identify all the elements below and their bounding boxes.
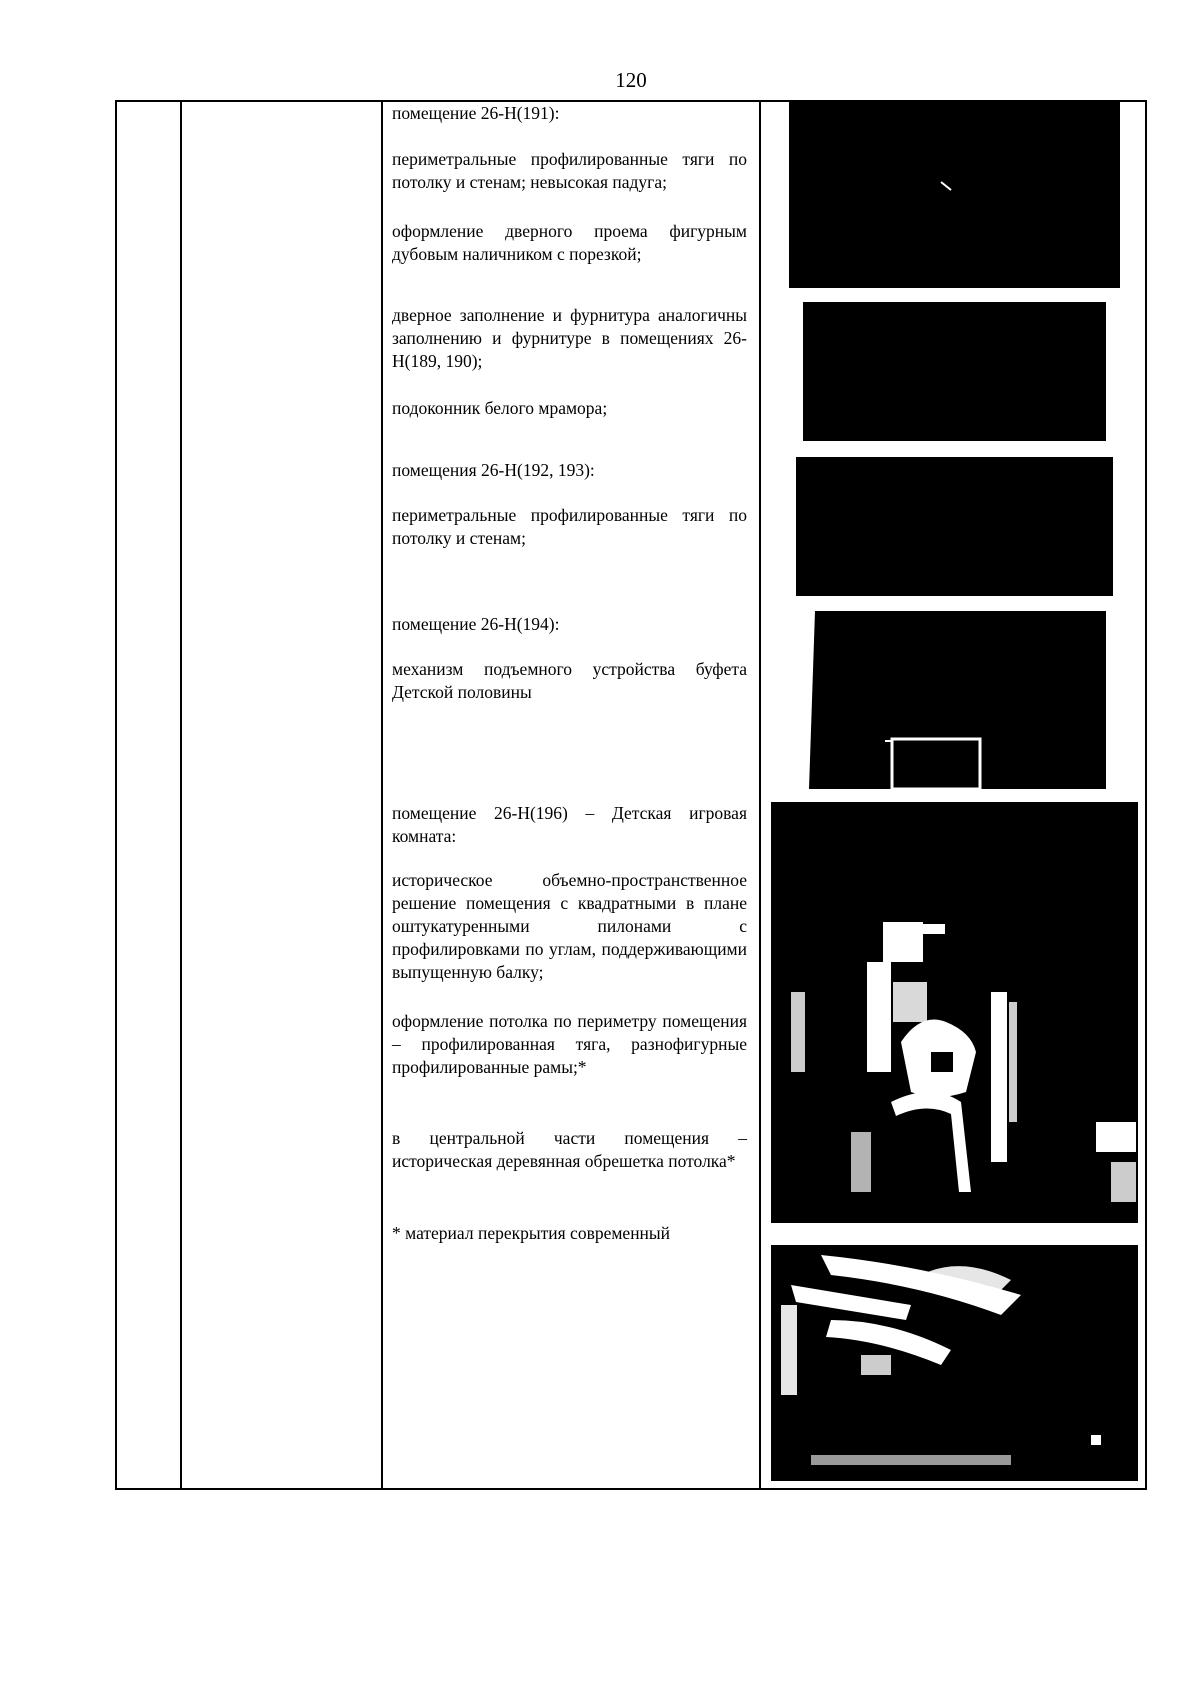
text-block: помещение 26-Н(196) – Детская игровая комната: [392, 803, 747, 846]
text-block: оформление дверного проема фигурным дубовым наличником с порезкой; [392, 221, 747, 264]
text-block: дверное заполнение и фурнитура аналогичны заполнению и фурнитуре в помещениях 26-Н(189, 190); [392, 305, 747, 371]
text-block: * материал перекрытия современный [392, 1223, 671, 1243]
text-block: подоконник белого мрамора; [392, 398, 608, 418]
photo-room-196-ceiling [771, 1245, 1138, 1481]
text-block: помещение 26-Н(191): [392, 103, 560, 123]
text-block: периметральные профилированные тяги по потолку и стенам; [392, 505, 747, 548]
text-block: оформление потолка по периметру помещения – профилированная тяга, разнофигурные профилированные рамы;* [392, 1011, 747, 1077]
photo-door-room-191 [803, 302, 1106, 441]
column-divider-3 [759, 100, 761, 1490]
photo-room-196-pylons [771, 802, 1138, 1223]
text-block: механизм подъемного устройства буфета Детской половины [392, 659, 747, 702]
photo-rooms-192-193 [796, 457, 1113, 596]
photo-room-191 [789, 102, 1120, 288]
text-block: помещения 26-Н(192, 193): [392, 460, 595, 480]
page-number: 120 [615, 68, 647, 92]
text-block: периметральные профилированные тяги по потолку и стенам; невысокая падуга; [392, 149, 747, 192]
column-divider-1 [180, 100, 182, 1490]
text-block: в центральной части помещения – историческая деревянная обрешетка потолка* [392, 1128, 747, 1171]
text-block: историческое объемно-пространственное решение помещения с квадратными в плане оштукатуренными пилонами с профилировками по углам, поддерживающими выпущенную балку; [392, 870, 747, 982]
column-divider-2 [381, 100, 383, 1490]
text-block: помещение 26-Н(194): [392, 614, 560, 634]
photo-room-194 [805, 611, 1106, 789]
